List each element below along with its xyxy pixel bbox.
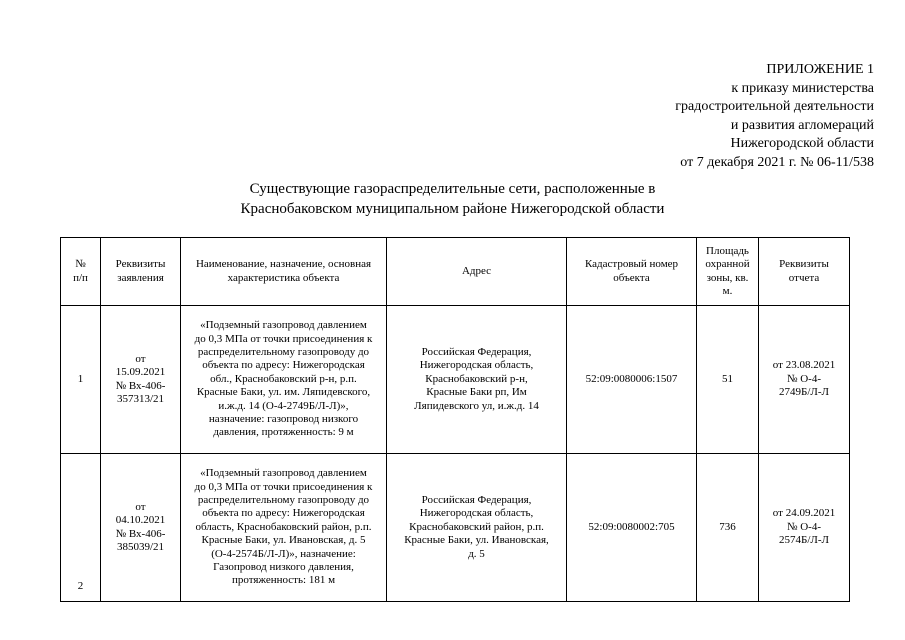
appendix-line: Нижегородской области xyxy=(730,136,874,152)
table-header-row xyxy=(61,238,850,306)
row-report: от 23.08.2021 № О-4- 2749Б/Л-Л xyxy=(759,306,850,454)
appendix-line: от 7 декабря 2021 г. № 06-11/538 xyxy=(680,154,874,170)
header-cadastral-number: Кадастровый номер объекта xyxy=(567,238,697,306)
table-row xyxy=(61,454,850,602)
header-number: № п/п xyxy=(61,238,101,306)
appendix-line: градостроительной деятельности xyxy=(675,99,874,115)
header-request-details: Реквизиты заявления xyxy=(101,238,181,306)
row-cadastral: 52:09:0080006:1507 xyxy=(567,306,697,454)
header-report-details: Реквизиты отчета xyxy=(759,238,850,306)
title-line: Существующие газораспределительные сети, расположенные в xyxy=(249,181,656,197)
row-address: Российская Федерация, Нижегородская область, Краснобаковский р-н, Красные Баки рп, Им Ляпидевского ул, и.ж.д. 14 xyxy=(387,306,567,454)
appendix-line: ПРИЛОЖЕНИЕ 1 xyxy=(766,62,874,77)
document-title xyxy=(0,179,905,219)
appendix-line: к приказу министерства xyxy=(731,80,874,96)
row-request: от 04.10.2021 № Вх-406- 385039/21 xyxy=(101,454,181,602)
header-address: Адрес xyxy=(387,238,567,306)
row-description: «Подземный газопровод давлением до 0,3 МПа от точки присоединения к распределительному газопроводу до объекта по адресу: Нижегородская область, Краснобаковский район, р.п. Красные Баки, ул. Ивановская, д. 5 (О-4-2574Б/Л-Л)», назначение: Газопровод низкого давления, протяженность: 181 м xyxy=(181,454,387,602)
appendix-line: и развития агломераций xyxy=(730,117,874,133)
row-number: 1 xyxy=(61,306,101,454)
gas-network-table xyxy=(60,237,850,602)
title-line: Краснобаковском муниципальном районе Нижегородской области xyxy=(240,201,665,217)
header-protection-zone-area: Площадь охранной зоны, кв. м. xyxy=(697,238,759,306)
row-report: от 24.09.2021 № О-4- 2574Б/Л-Л xyxy=(759,454,850,602)
row-area: 736 xyxy=(697,454,759,602)
row-area: 51 xyxy=(697,306,759,454)
row-cadastral: 52:09:0080002:705 xyxy=(567,454,697,602)
header-object-description: Наименование, назначение, основная характеристика объекта xyxy=(181,238,387,306)
row-number: 2 xyxy=(61,454,101,602)
row-description: «Подземный газопровод давлением до 0,3 МПа от точки присоединения к распределительному газопроводу до объекта по адресу: Нижегородская обл., Краснобаковский р-н, р.п. Красные Баки, ул. им. Ляпидевского, и.ж.д. 14 (О-4-2749Б/Л-Л)», назначение: газопровод низкого давления, протяженность: 9 м xyxy=(181,306,387,454)
row-address: Российская Федерация, Нижегородская область, Краснобаковский район, р.п. Красные Баки, ул. Ивановская, д. 5 xyxy=(387,454,567,602)
appendix-block xyxy=(675,61,874,173)
row-request: от 15.09.2021 № Вх-406- 357313/21 xyxy=(101,306,181,454)
table-row xyxy=(61,306,850,454)
